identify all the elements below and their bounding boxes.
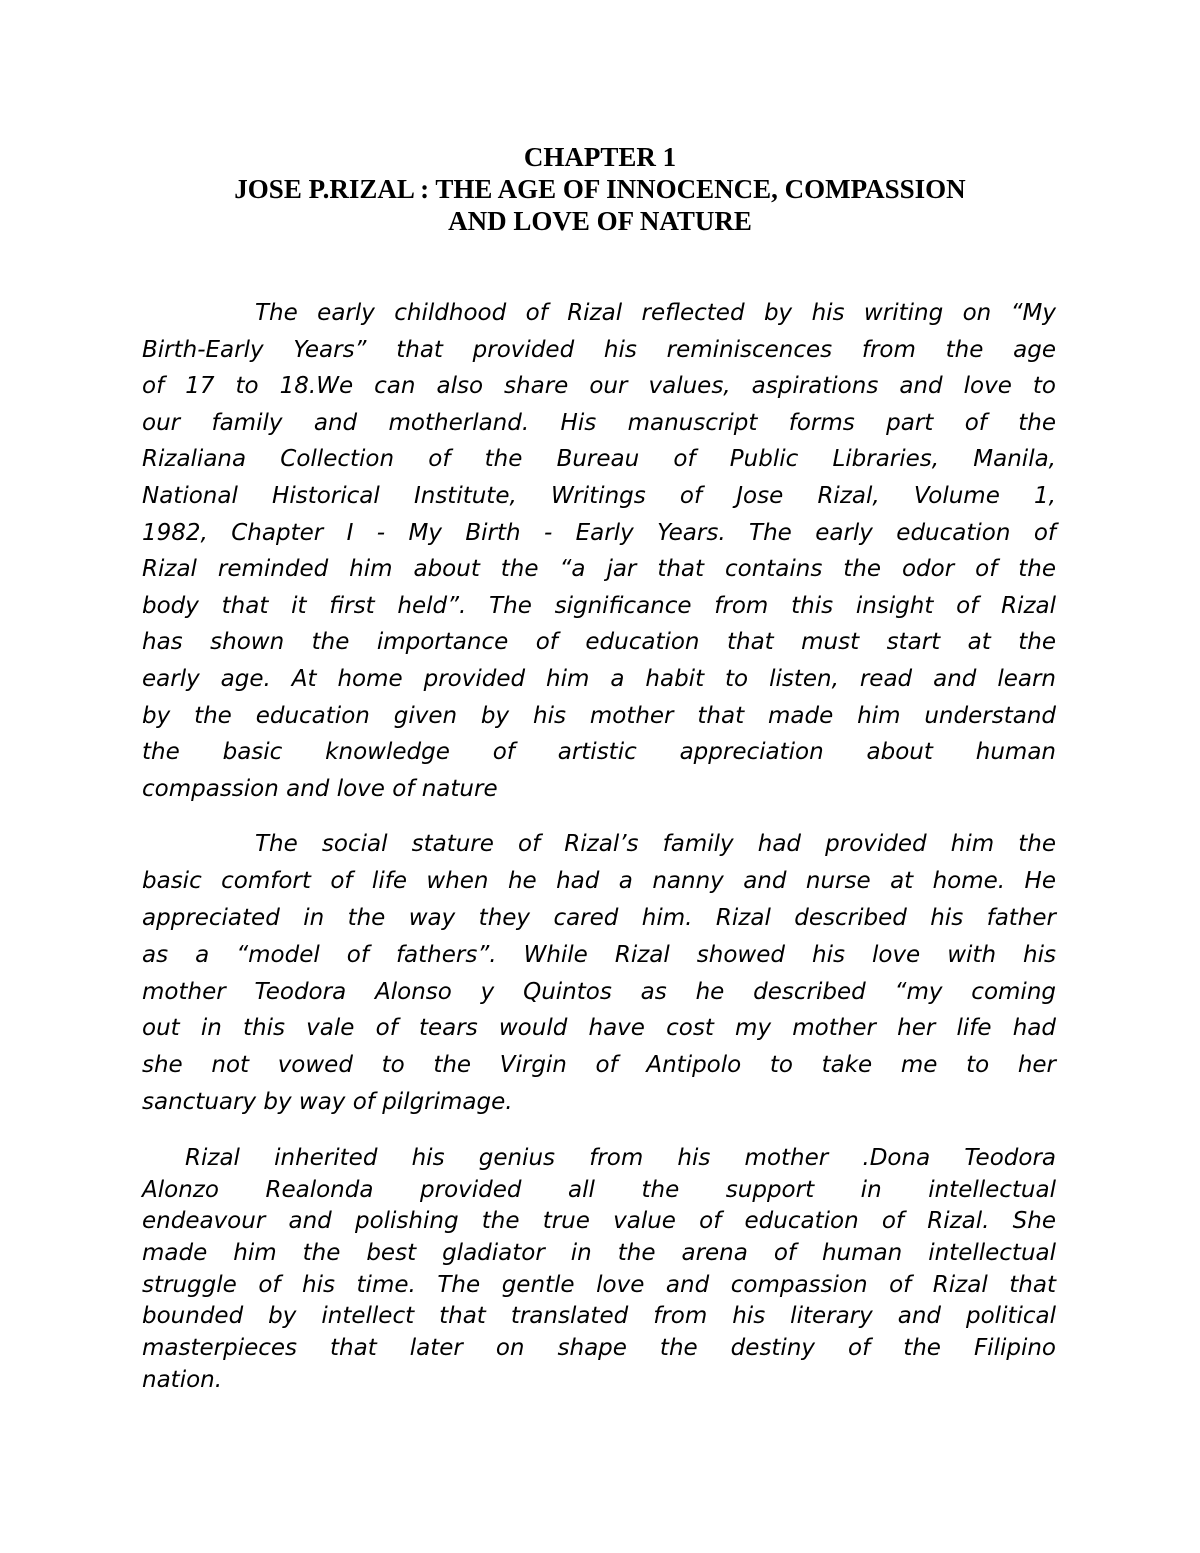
paragraph-line: nation.: [142, 1366, 223, 1393]
chapter-title-line-2: AND LOVE OF NATURE: [448, 206, 752, 236]
paragraph-line: out in this vale of tears would have cost my mother her life had: [142, 1015, 1056, 1042]
paragraph-line: struggle of his time. The gentle love and compassion of Rizal that: [142, 1271, 1056, 1298]
paragraph-line: National Historical Institute, Writings of Jose Rizal, Volume 1,: [142, 482, 1056, 509]
paragraph-line: has shown the importance of education that must start at the: [142, 629, 1056, 656]
paragraph-line: Rizaliana Collection of the Bureau of Public Libraries, Manila,: [142, 446, 1056, 473]
chapter-number: CHAPTER 1: [523, 142, 677, 172]
paragraph-line: The social stature of Rizal’s family had provided him the: [255, 831, 1056, 857]
paragraph-line: the basic knowledge of artistic appreciation about human: [142, 739, 1056, 766]
paragraph-line: bounded by intellect that translated from his literary and political: [142, 1303, 1056, 1330]
paragraph-line: early age. At home provided him a habit to listen, read and learn: [142, 665, 1056, 692]
paragraph-line: Rizal reminded him about the “a jar that contains the odor of the: [142, 556, 1056, 583]
paragraph-line: by the education given by his mother that made him understand: [142, 702, 1056, 729]
paragraph-line: mother Teodora Alonso y Quintos as he described “my coming: [142, 978, 1056, 1005]
paragraph-line: The early childhood of Rizal reflected by his writing on “My: [255, 300, 1056, 326]
paragraph-line: of 17 to 18.We can also share our values, aspirations and love to: [142, 373, 1056, 400]
paragraph-line: 1982, Chapter I - My Birth - Early Years. The early education of: [142, 519, 1056, 546]
chapter-title-line-1: JOSE P.RIZAL : THE AGE OF INNOCENCE, COMPASSION: [234, 174, 966, 204]
paragraph-line: she not vowed to the Virgin of Antipolo to take me to her: [142, 1052, 1056, 1079]
paragraph-line: our family and motherland. His manuscript forms part of the: [142, 409, 1056, 436]
paragraph-line: basic comfort of life when he had a nanny and nurse at home. He: [142, 867, 1056, 894]
paragraph-line: sanctuary by way of pilgrimage.: [142, 1089, 513, 1116]
paragraph-2: [142, 826, 1056, 1121]
paragraph-line: appreciated in the way they cared him. Rizal described his father: [142, 904, 1056, 931]
paragraph-line: body that it first held”. The significance from this insight of Rizal: [142, 592, 1056, 619]
paragraph-line: endeavour and polishing the true value of education of Rizal. She: [142, 1208, 1056, 1235]
paragraph-line: Birth-Early Years” that provided his reminiscences from the age: [142, 336, 1056, 363]
paragraph-line: Alonzo Realonda provided all the support in intellectual: [142, 1176, 1056, 1203]
paragraph-line: masterpieces that later on shape the destiny of the Filipino: [142, 1335, 1056, 1362]
paragraph-line: made him the best gladiator in the arena of human intellectual: [142, 1240, 1056, 1267]
paragraph-1: [142, 295, 1056, 807]
paragraph-line: Rizal inherited his genius from his mother .Dona Teodora: [185, 1145, 1056, 1171]
paragraph-3: [142, 1143, 1056, 1397]
paragraph-line: as a “model of fathers”. While Rizal showed his love with his: [142, 941, 1056, 968]
paragraph-line: compassion and love of nature: [142, 775, 498, 802]
chapter-heading: [100, 141, 1100, 237]
